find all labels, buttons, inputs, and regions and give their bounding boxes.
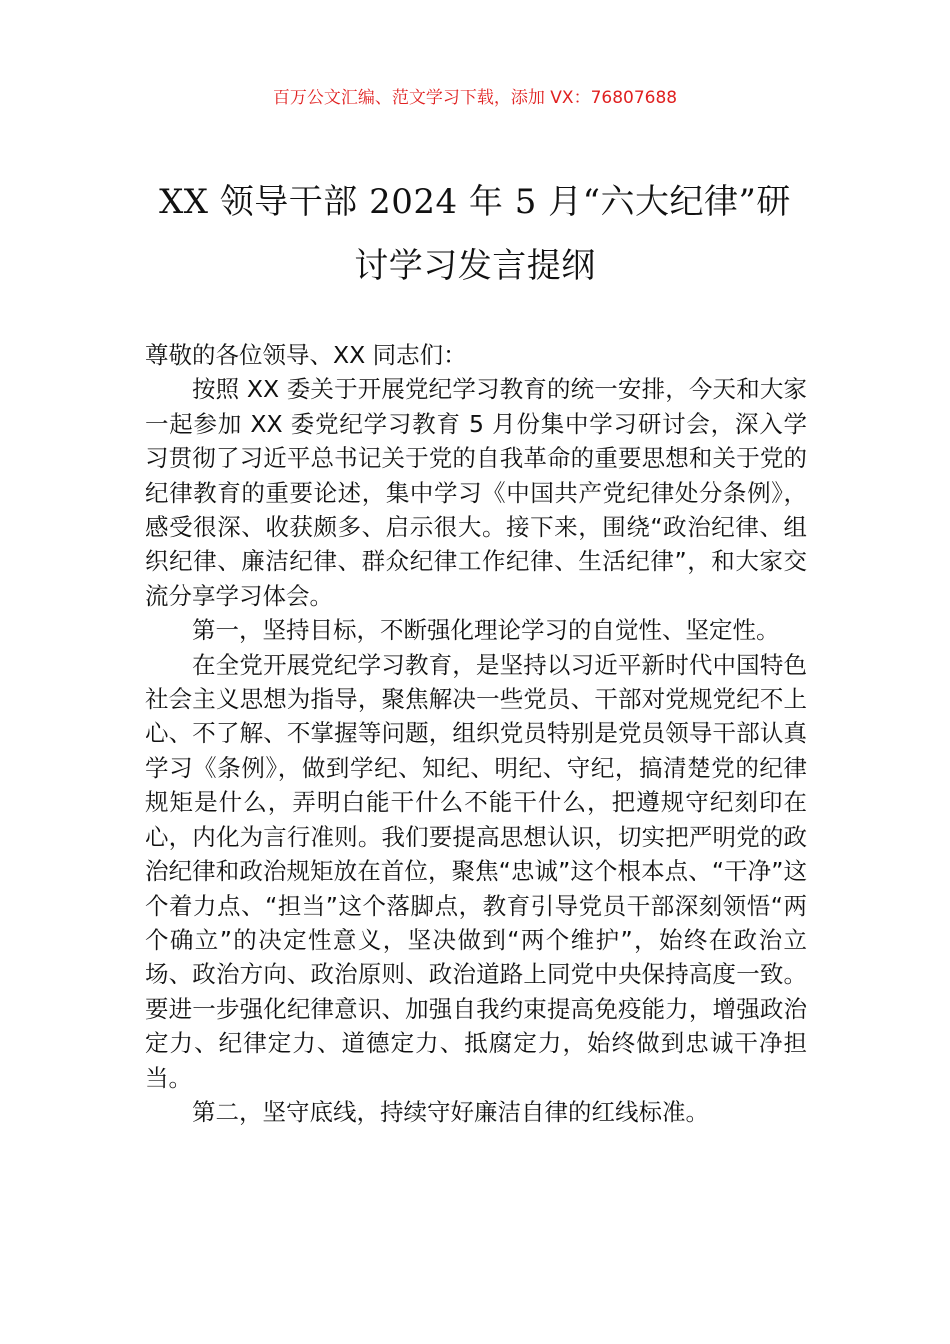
document-body	[145, 338, 807, 1129]
title-line-2: 讨学习发言提纲	[354, 246, 596, 286]
section-heading-2: 第二，坚守底线，持续守好廉洁自律的红线标准。	[192, 1097, 709, 1126]
paragraph-intro: 按照 XX 委关于开展党纪学习教育的统一安排，今天和大家一起参加 XX 委党纪学习教育 5 月份集中学习研讨会，深入学习贯彻了习近平总书记关于党的自我革命的重要思想和关于党的纪律教育的重要论述，集中学习《中国共产党纪律处分条例》，感受很深、收获颇多、启示很大。接下来，围绕“政治纪律、组织纪律、廉洁纪律、群众纪律工作纪律、生活纪律”，和大家交流分享学习体会。	[145, 375, 807, 610]
paragraph-section-1: 在全党开展党纪学习教育，是坚持以习近平新时代中国特色社会主义思想为指导，聚焦解决一些党员、干部对党规党纪不上心、不了解、不掌握等问题，组织党员特别是党员领导干部认真学习《条例》，做到学纪、知纪、明纪、守纪，搞清楚党的纪律规矩是什么，弄明白能干什么不能干什么，把遵规守纪刻印在心，内化为言行准则。我们要提高思想认识，切实把严明党的政治纪律和政治规矩放在首位，聚焦“忠诚”这个根本点、“干净”这个着力点、“担当”这个落脚点，教育引导党员干部深刻领悟“两个确立”的决定性意义，坚决做到“两个维护”，始终在政治立场、政治方向、政治原则、政治道路上同党中央保持高度一致。要进一步强化纪律意识、加强自我约束提高免疫能力，增强政治定力、纪律定力、道德定力、抵腐定力，始终做到忠诚干净担当。	[145, 650, 807, 1092]
section-heading-1: 第一，坚持目标，不断强化理论学习的自觉性、坚定性。	[192, 616, 780, 645]
title-line-1: XX 领导干部 2024 年 5 月“六大纪律”研	[159, 182, 791, 222]
document-title	[130, 170, 820, 298]
salutation: 尊敬的各位领导、XX 同志们：	[145, 341, 467, 369]
header-notice: 百万公文汇编、范文学习下载，添加 VX：76807688	[272, 88, 678, 108]
